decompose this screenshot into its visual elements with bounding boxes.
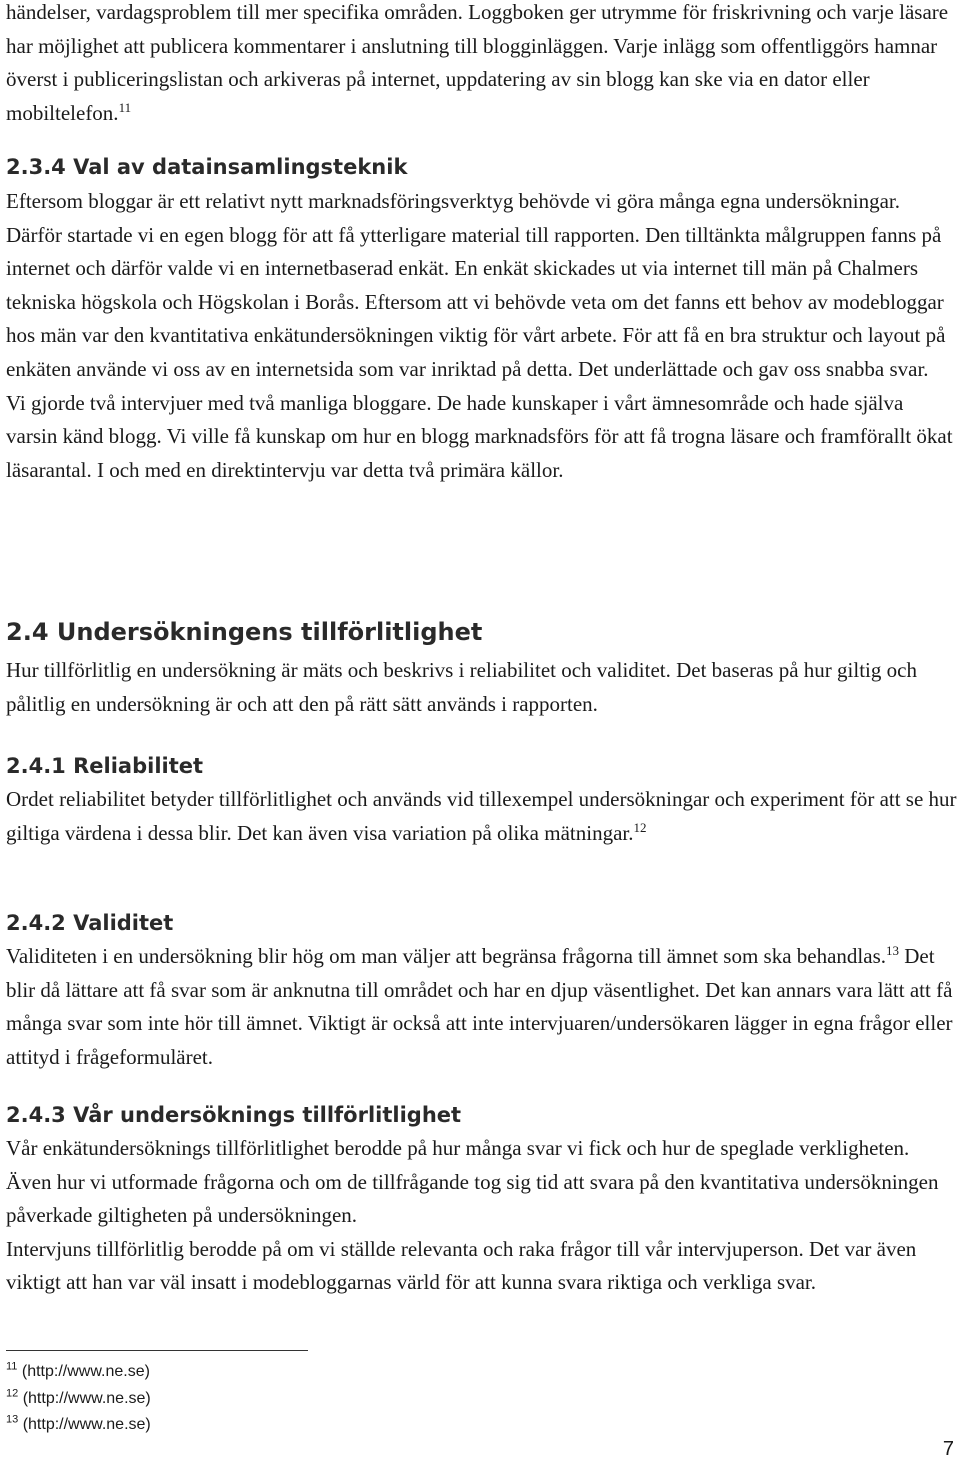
- footnote: $^{11}$ (http://www.ne.se): [6, 1360, 150, 1380]
- footnote-ref-11[interactable]: 11: [118, 99, 132, 115]
- footnote: $^{13}$ (http://www.ne.se): [6, 1413, 151, 1433]
- section-heading: 2.3.4 Val av datainsamlingsteknik: [6, 155, 408, 179]
- paragraph: Vår enkätundersöknings tillförlitlighet berodde på hur många svar vi fick och hur de speglade verkligheten. Även hur vi utformade frågorna och om de tillfrågande tog sig tid att svara på den kvantitativa undersökningen påverkade giltigheten på undersökningen.: [6, 1136, 939, 1228]
- section-2-4-3: [6, 1098, 958, 1300]
- intro-paragraph: händelser, vardagsproblem till mer specifika områden. Loggboken ger utrymme för friskrivning och varje läsare har möjlighet att publicera kommentarer i anslutning till blogginläggen. Varje inlägg som offentliggörs hamnar överst i publiceringslistan och arkiveras på internet, uppdatering av sin blogg kan ske via en dator eller mobiltelefon.$^{11}$: [6, 0, 949, 125]
- footnote-ref-13[interactable]: 13: [886, 943, 900, 958]
- section-2-4: [6, 612, 958, 721]
- paragraph: Hur tillförlitlig en undersökning är mäts och beskrivs i reliabilitet och validitet. Det baseras på hur giltig och pålitlig en undersökning är och att den på rätt sätt används i rapporten.: [6, 658, 917, 716]
- paragraph: Eftersom bloggar är ett relativt nytt marknadsföringsverktyg behövde vi göra många egna undersökningar. Därför startade vi en egen blogg för att få ytterligare material till rapporten. Den tilltänkta målgruppen fanns på internet och därför valde vi en internetbaserad enkät. En enkät skickades ut via internet till män på Chalmers tekniska högskola och Högskolan i Borås. Eftersom att vi behövde veta om det fanns ett behov av modebloggar hos män var den kvantitativa enkätundersökningen viktig för vårt arbete. För att få en bra struktur och layout på enkäten använde vi oss av en internetsida som var inriktad på detta. Det underlättade och gav oss snabba svar.: [6, 189, 946, 381]
- footnote-ref-12[interactable]: 12: [633, 819, 647, 835]
- paragraph: Vi gjorde två intervjuer med två manliga bloggare. De hade kunskaper i vårt ämnesområde och hade själva varsin känd blogg. Vi ville få kunskap om hur en blogg marknadsförs för att få trogna läsare och framförallt ökat läsarantal. I och med en direktintervju var detta två primära källor.: [6, 390, 953, 482]
- page-number: 7: [942, 1438, 954, 1460]
- section-2-3-4: [6, 150, 958, 487]
- footnote-link[interactable]: (http://www.ne.se): [22, 1390, 151, 1407]
- footnote-link[interactable]: (http://www.ne.se): [21, 1363, 150, 1380]
- footnote-link[interactable]: (http://www.ne.se): [22, 1416, 151, 1433]
- section-heading: 2.4.2 Validitet: [6, 911, 174, 935]
- section-2-4-2: [6, 906, 958, 1074]
- section-heading: 2.4 Undersökningens tillförlitlighet: [6, 618, 483, 646]
- paragraph: Validiteten i en undersökning blir hög om man väljer att begränsa frågorna till ämnet som ska behandlas.$^{13}$ Det blir då lättare att få svar som är anknutna till området och har en djup väsentlighet. Det kan annars vara lätt att få många svar som inte hör till ämnet. Viktigt är också att inte intervjuaren/undersökaren lägger in egna frågor eller attityd i frågeformuläret.: [6, 943, 953, 1069]
- section-2-4-1: [6, 749, 958, 850]
- paragraph: Ordet reliabilitet betyder tillförlitlighet och används vid tillexempel undersökningar och experiment för att se hur giltiga värdena i dessa blir. Det kan även visa variation på olika mätningar.$^{12}$: [6, 787, 957, 845]
- paragraph: Intervjuns tillförlitlig berodde på om vi ställde relevanta och raka frågor till vår intervjuperson. Det var även viktigt att han var väl insatt i modebloggarnas värld för att kunna svara riktiga och verkliga svar.: [6, 1236, 917, 1295]
- footnote-divider: [6, 1350, 308, 1351]
- intro-block: [6, 0, 958, 130]
- footnote: $^{12}$ (http://www.ne.se): [6, 1387, 151, 1407]
- section-heading: 2.4.1 Reliabilitet: [6, 754, 204, 778]
- section-heading: 2.4.3 Vår undersöknings tillförlitlighet: [6, 1103, 462, 1127]
